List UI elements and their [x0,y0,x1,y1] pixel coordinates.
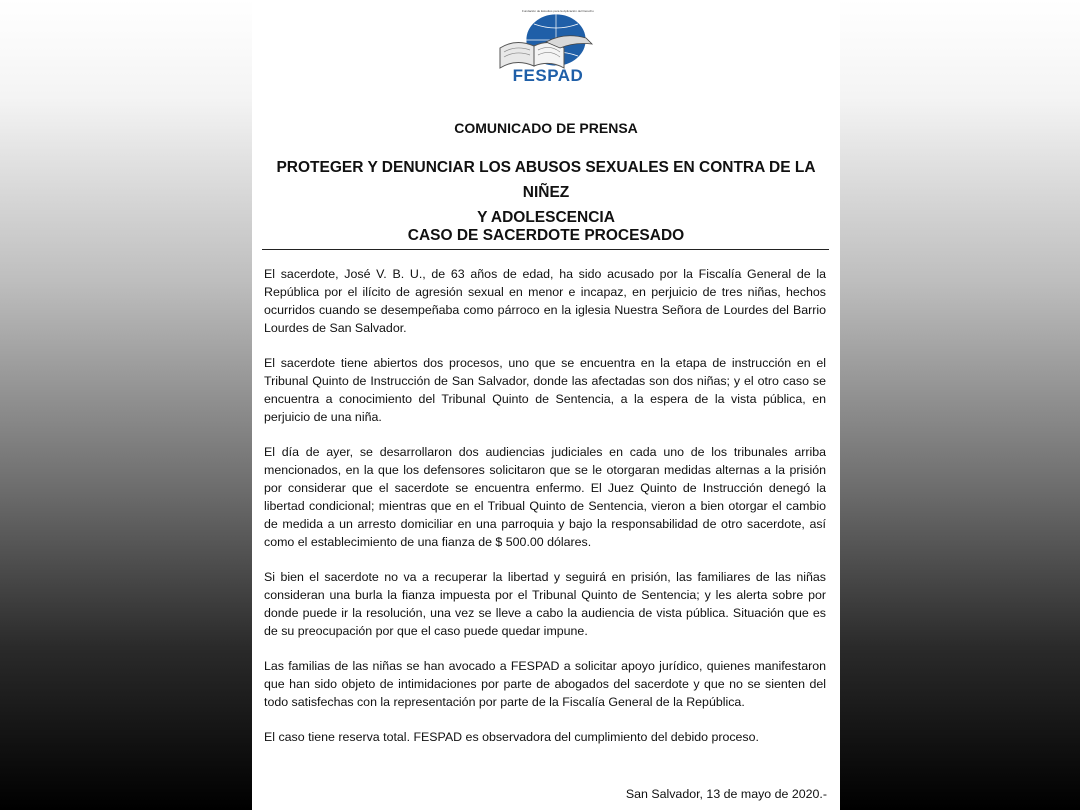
title-line-2: Y ADOLESCENCIA [477,209,615,226]
fespad-logo [494,8,602,88]
paragraph: Si bien el sacerdote no va a recuperar la libertad y seguirá en prisión, las familiares de las niñas consideran una burla la fianza impuesta por el Tribunal Quinto de Sentencia; y les alerta sobre por donde puede ir la resolución, una vez se lleve a cabo la audiencia de vista pública. Situación que es de su preocupación por que el caso puede quedar impune. [264,570,826,638]
title-line-1: PROTEGER Y DENUNCIAR LOS ABUSOS SEXUALES EN CONTRA DE LA NIÑEZ [276,159,816,201]
paragraph: El caso tiene reserva total. FESPAD es observadora del cumplimiento del debido proceso. [264,730,759,744]
logo-tagline: Fundación de Estudios para la Aplicación del Derecho [522,9,594,13]
signature-date: San Salvador, 13 de mayo de 2020.- [625,787,827,801]
header-divider [262,249,829,250]
paragraph: El sacerdote, José V. B. U., de 63 años de edad, ha sido acusado por la Fiscalía General de la República por el ilícito de agresión sexual en menor e incapaz, en perjuicio de tres niñas, hechos ocurridos cuando se desempeñaba como párroco en la iglesia Nuestra Señora de Lourdes del Barrio Lourdes de San Salvador. [264,267,826,335]
paragraph: El sacerdote tiene abiertos dos procesos, uno que se encuentra en la etapa de instrucción en el Tribunal Quinto de Instrucción de San Salvador, donde las afectadas son dos niñas; y el otro caso se encuentra a conocimiento del Tribunal Quinto de Sentencia, a la espera de la vista pública, en perjuicio de una niña. [264,356,826,424]
paragraph: El día de ayer, se desarrollaron dos audiencias judiciales en cada uno de los tribunales arriba mencionados, en la que los defensores solicitaron que se le otorgaran medidas alternas a la prisión por considerar que el sacerdote se encuentra enfermo. El Juez Quinto de Instrucción denegó la libertad condicional; mientras que en el Tribual Quinto de Sentencia, vieron a bien otorgar el cambio de medida a un arresto domiciliar en una parroquia y bajo la responsabilidad de otro sacerdote, así como el establecimiento de una fianza de $ 500.00 dólares. [264,445,826,549]
logo-wordmark: FESPAD [512,66,584,85]
document-body [264,265,826,763]
press-release-label: COMUNICADO DE PRENSA [454,120,638,136]
document-page [252,0,840,810]
document-title [252,155,840,230]
paragraph: Las familias de las niñas se han avocado a FESPAD a solicitar apoyo jurídico, quienes manifestaron que han sido objeto de intimidaciones por parte de abogados del sacerdote y que no se sienten del todo satisfechas con la representación por parte de la Fiscalía General de la República. [264,659,826,709]
case-title: CASO DE SACERDOTE PROCESADO [407,227,685,244]
